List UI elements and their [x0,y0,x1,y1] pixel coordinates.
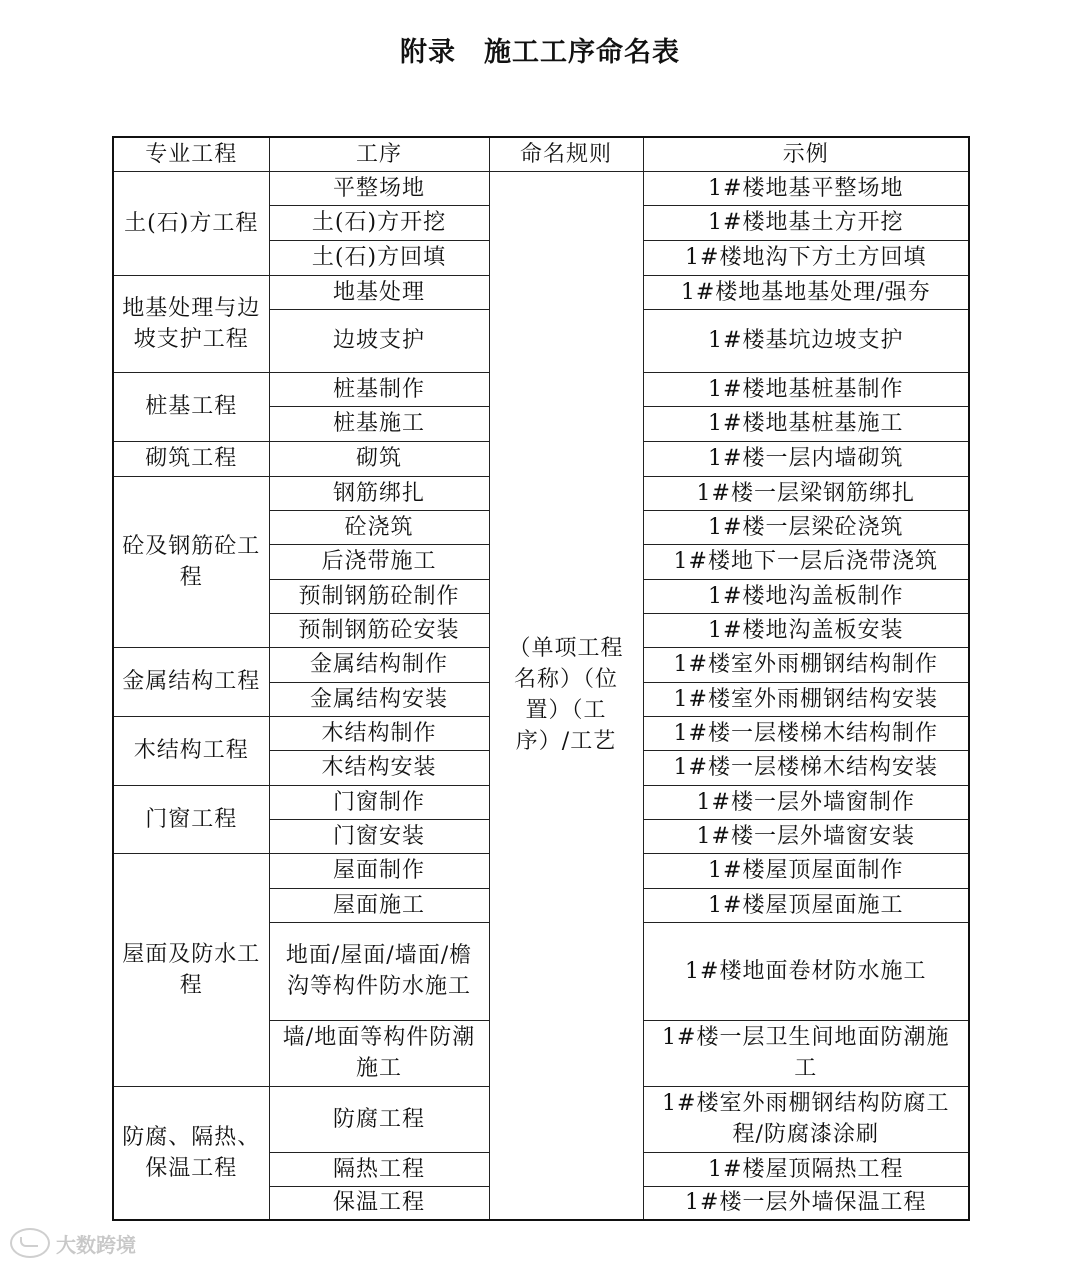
category-cell: 门窗工程 [113,785,269,853]
process-cell: 门窗制作 [269,785,489,819]
header-rule: 命名规则 [489,137,643,171]
process-cell: 后浇带施工 [269,544,489,579]
example-cell: 1#楼屋顶屋面施工 [643,888,969,922]
example-cell: 1#楼一层楼梯木结构制作 [643,716,969,750]
example-cell: 1#楼地基桩基施工 [643,406,969,441]
watermark-logo-icon [10,1228,50,1258]
example-cell: 1#楼基坑边坡支护 [643,309,969,372]
category-cell: 土(石)方工程 [113,171,269,275]
example-cell: 1#楼地基地基处理/强夯 [643,275,969,309]
example-cell: 1#楼地面卷材防水施工 [643,922,969,1020]
process-cell: 隔热工程 [269,1152,489,1186]
example-cell: 1#楼一层楼梯木结构安装 [643,750,969,785]
category-cell: 屋面及防水工程 [113,853,269,1086]
category-cell: 桩基工程 [113,372,269,441]
example-cell: 1#楼地下一层后浇带浇筑 [643,544,969,579]
process-cell: 金属结构制作 [269,647,489,682]
example-cell: 1#楼一层外墙窗安装 [643,819,969,853]
table-row [113,171,969,205]
process-cell: 土(石)方开挖 [269,205,489,240]
example-cell: 1#楼地沟盖板安装 [643,613,969,647]
header-example: 示例 [643,137,969,171]
process-cell: 木结构安装 [269,750,489,785]
category-cell: 地基处理与边坡支护工程 [113,275,269,372]
process-cell: 金属结构安装 [269,682,489,716]
example-cell: 1#楼室外雨棚钢结构安装 [643,682,969,716]
example-cell: 1#楼地沟盖板制作 [643,579,969,613]
process-cell: 桩基制作 [269,372,489,406]
process-cell: 钢筋绑扎 [269,476,489,510]
example-cell: 1#楼一层外墙保温工程 [643,1186,969,1220]
process-cell: 桩基施工 [269,406,489,441]
process-cell: 地面/屋面/墙面/檐沟等构件防水施工 [269,922,489,1020]
example-cell: 1#楼一层内墙砌筑 [643,441,969,476]
process-cell: 预制钢筋砼安装 [269,613,489,647]
process-cell: 地基处理 [269,275,489,309]
example-cell: 1#楼地基桩基制作 [643,372,969,406]
process-cell: 平整场地 [269,171,489,205]
category-cell: 木结构工程 [113,716,269,785]
category-cell: 砼及钢筋砼工程 [113,476,269,647]
naming-rule-cell: （单项工程名称）（位置）（工序）/工艺 [489,171,643,1220]
example-cell: 1#楼地沟下方土方回填 [643,240,969,275]
process-cell: 预制钢筋砼制作 [269,579,489,613]
title-main: 施工工序命名表 [484,37,680,68]
naming-table [112,136,970,1221]
page-title [0,30,1080,69]
example-cell: 1#楼一层外墙窗制作 [643,785,969,819]
process-cell: 边坡支护 [269,309,489,372]
process-cell: 防腐工程 [269,1086,489,1152]
example-cell: 1#楼地基平整场地 [643,171,969,205]
example-cell: 1#楼屋顶隔热工程 [643,1152,969,1186]
category-cell: 金属结构工程 [113,647,269,716]
example-cell: 1#楼一层梁砼浇筑 [643,510,969,544]
title-appendix: 附录 [400,37,456,68]
watermark-text: 大数跨境 [56,1232,136,1257]
example-cell: 1#楼屋顶屋面制作 [643,853,969,888]
watermark [10,1228,136,1258]
example-cell: 1#楼室外雨棚钢结构制作 [643,647,969,682]
process-cell: 木结构制作 [269,716,489,750]
header-process: 工序 [269,137,489,171]
category-cell: 防腐、隔热、保温工程 [113,1086,269,1220]
header-row [113,137,969,171]
process-cell: 保温工程 [269,1186,489,1220]
example-cell: 1#楼一层卫生间地面防潮施工 [643,1020,969,1086]
process-cell: 砼浇筑 [269,510,489,544]
process-cell: 屋面施工 [269,888,489,922]
process-cell: 土(石)方回填 [269,240,489,275]
header-category: 专业工程 [113,137,269,171]
category-cell: 砌筑工程 [113,441,269,476]
process-cell: 屋面制作 [269,853,489,888]
process-cell: 砌筑 [269,441,489,476]
example-cell: 1#楼一层梁钢筋绑扎 [643,476,969,510]
example-cell: 1#楼室外雨棚钢结构防腐工程/防腐漆涂刷 [643,1086,969,1152]
process-cell: 门窗安装 [269,819,489,853]
example-cell: 1#楼地基土方开挖 [643,205,969,240]
process-cell: 墙/地面等构件防潮施工 [269,1020,489,1086]
